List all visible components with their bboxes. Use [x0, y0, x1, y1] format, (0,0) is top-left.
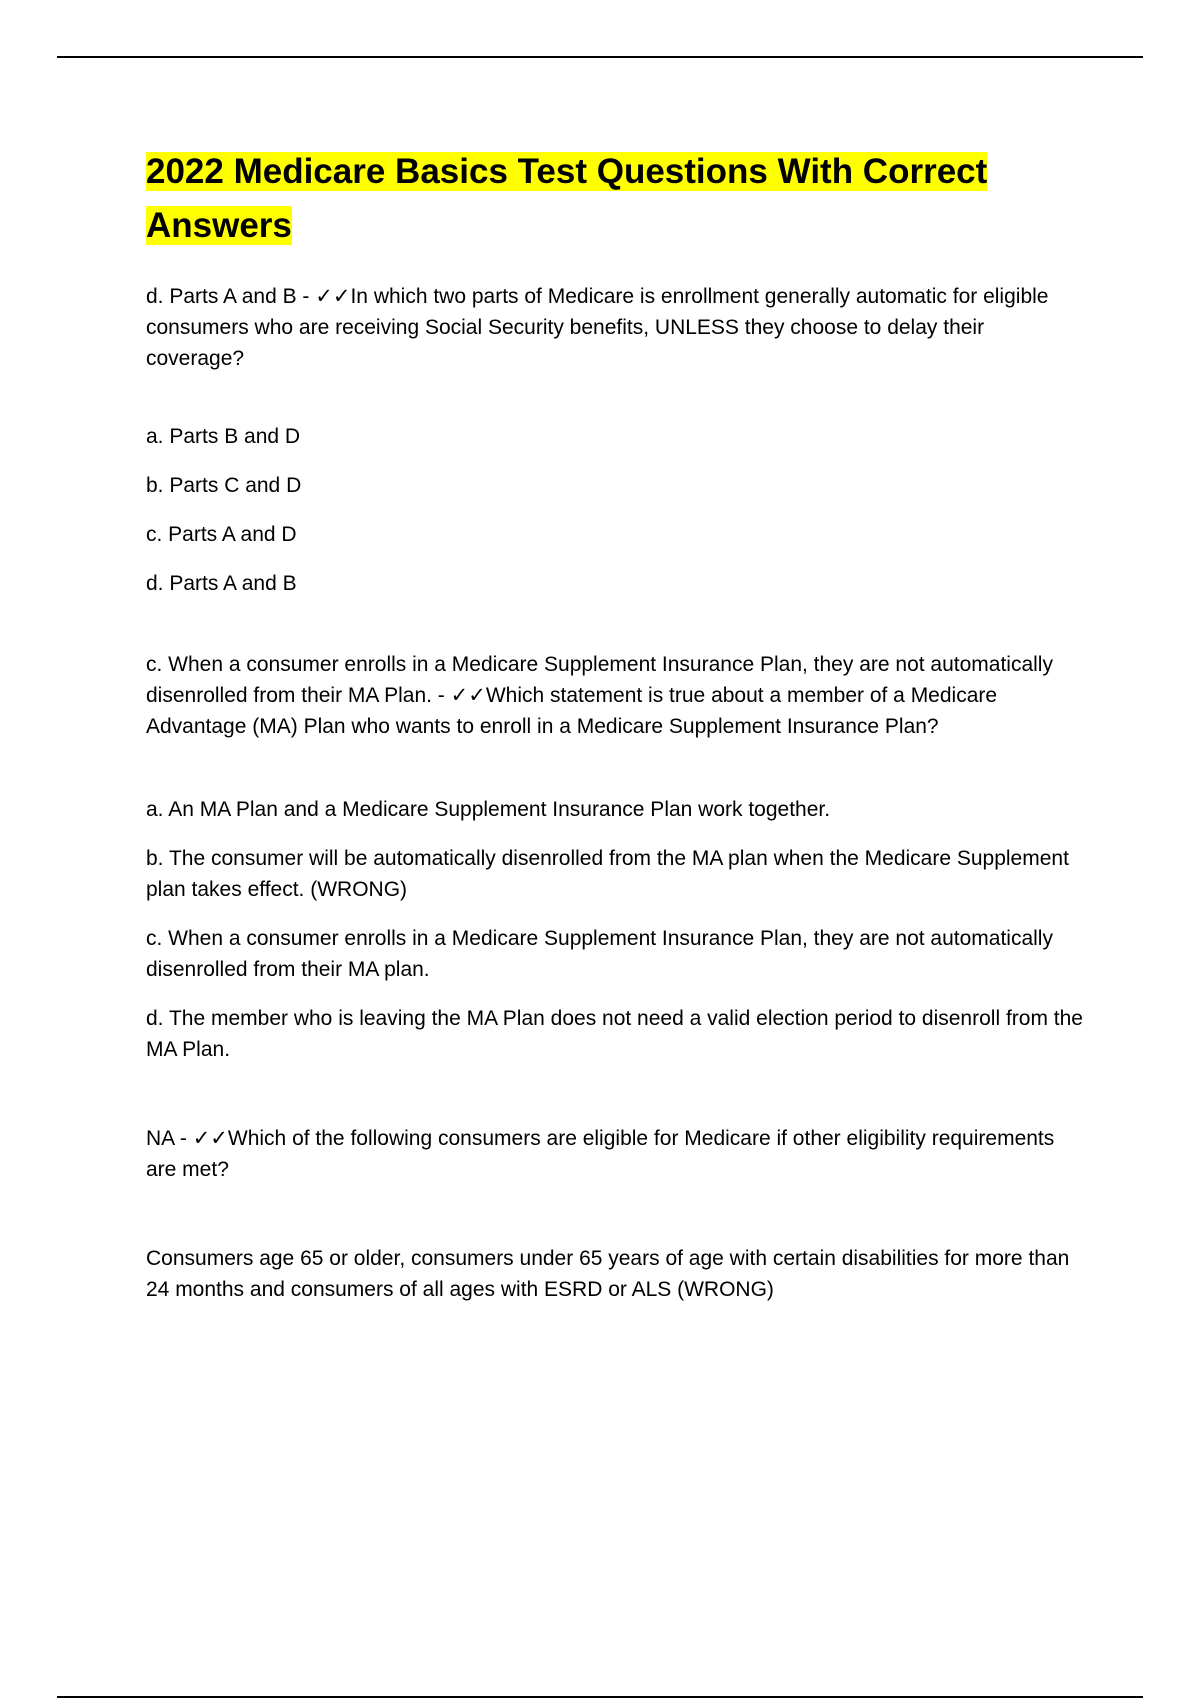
question-3: NA - ✓✓Which of the following consumers are eligible for Medicare if other eligibility requirements are met? [146, 1127, 1055, 1181]
bottom-rule [57, 1696, 1143, 1698]
check-icon: ✓✓ [450, 684, 486, 707]
check-icon: ✓✓ [192, 1127, 228, 1150]
option-2c: c. When a consumer enrolls in a Medicare Supplement Insurance Plan, they are not automatically disenrolled from their MA plan. [146, 927, 1053, 981]
question-1: d. Parts A and B - ✓✓In which two parts of Medicare is enrollment generally automatic for eligible consumers who are receiving Social Security benefits, UNLESS they choose to delay their coverage? [146, 285, 1049, 370]
option-1b: b. Parts C and D [146, 474, 302, 497]
answer-3: Consumers age 65 or older, consumers under 65 years of age with certain disabilities for more than 24 months and consumers of all ages with ESRD or ALS (WRONG) [146, 1247, 1070, 1301]
option-1c: c. Parts A and D [146, 523, 297, 546]
option-2d: d. The member who is leaving the MA Plan does not need a valid election period to disenroll from the MA Plan. [146, 1007, 1083, 1061]
option-2a: a. An MA Plan and a Medicare Supplement Insurance Plan work together. [146, 798, 831, 821]
top-rule [57, 56, 1143, 58]
check-icon: ✓✓ [315, 285, 351, 308]
document-title: 2022 Medicare Basics Test Questions With Correct Answers [146, 152, 988, 245]
option-2b: b. The consumer will be automatically disenrolled from the MA plan when the Medicare Supplement plan takes effect. (WRONG) [146, 847, 1069, 901]
option-1a: a. Parts B and D [146, 425, 301, 448]
option-1d: d. Parts A and B [146, 572, 297, 595]
document-body [146, 145, 1086, 1305]
question-2: c. When a consumer enrolls in a Medicare Supplement Insurance Plan, they are not automatically disenrolled from their MA Plan. - ✓✓Which statement is true about a member of a Medicare Advantage (MA) Plan who wants to enroll in a Medicare Supplement Insurance Plan? [146, 653, 1053, 738]
